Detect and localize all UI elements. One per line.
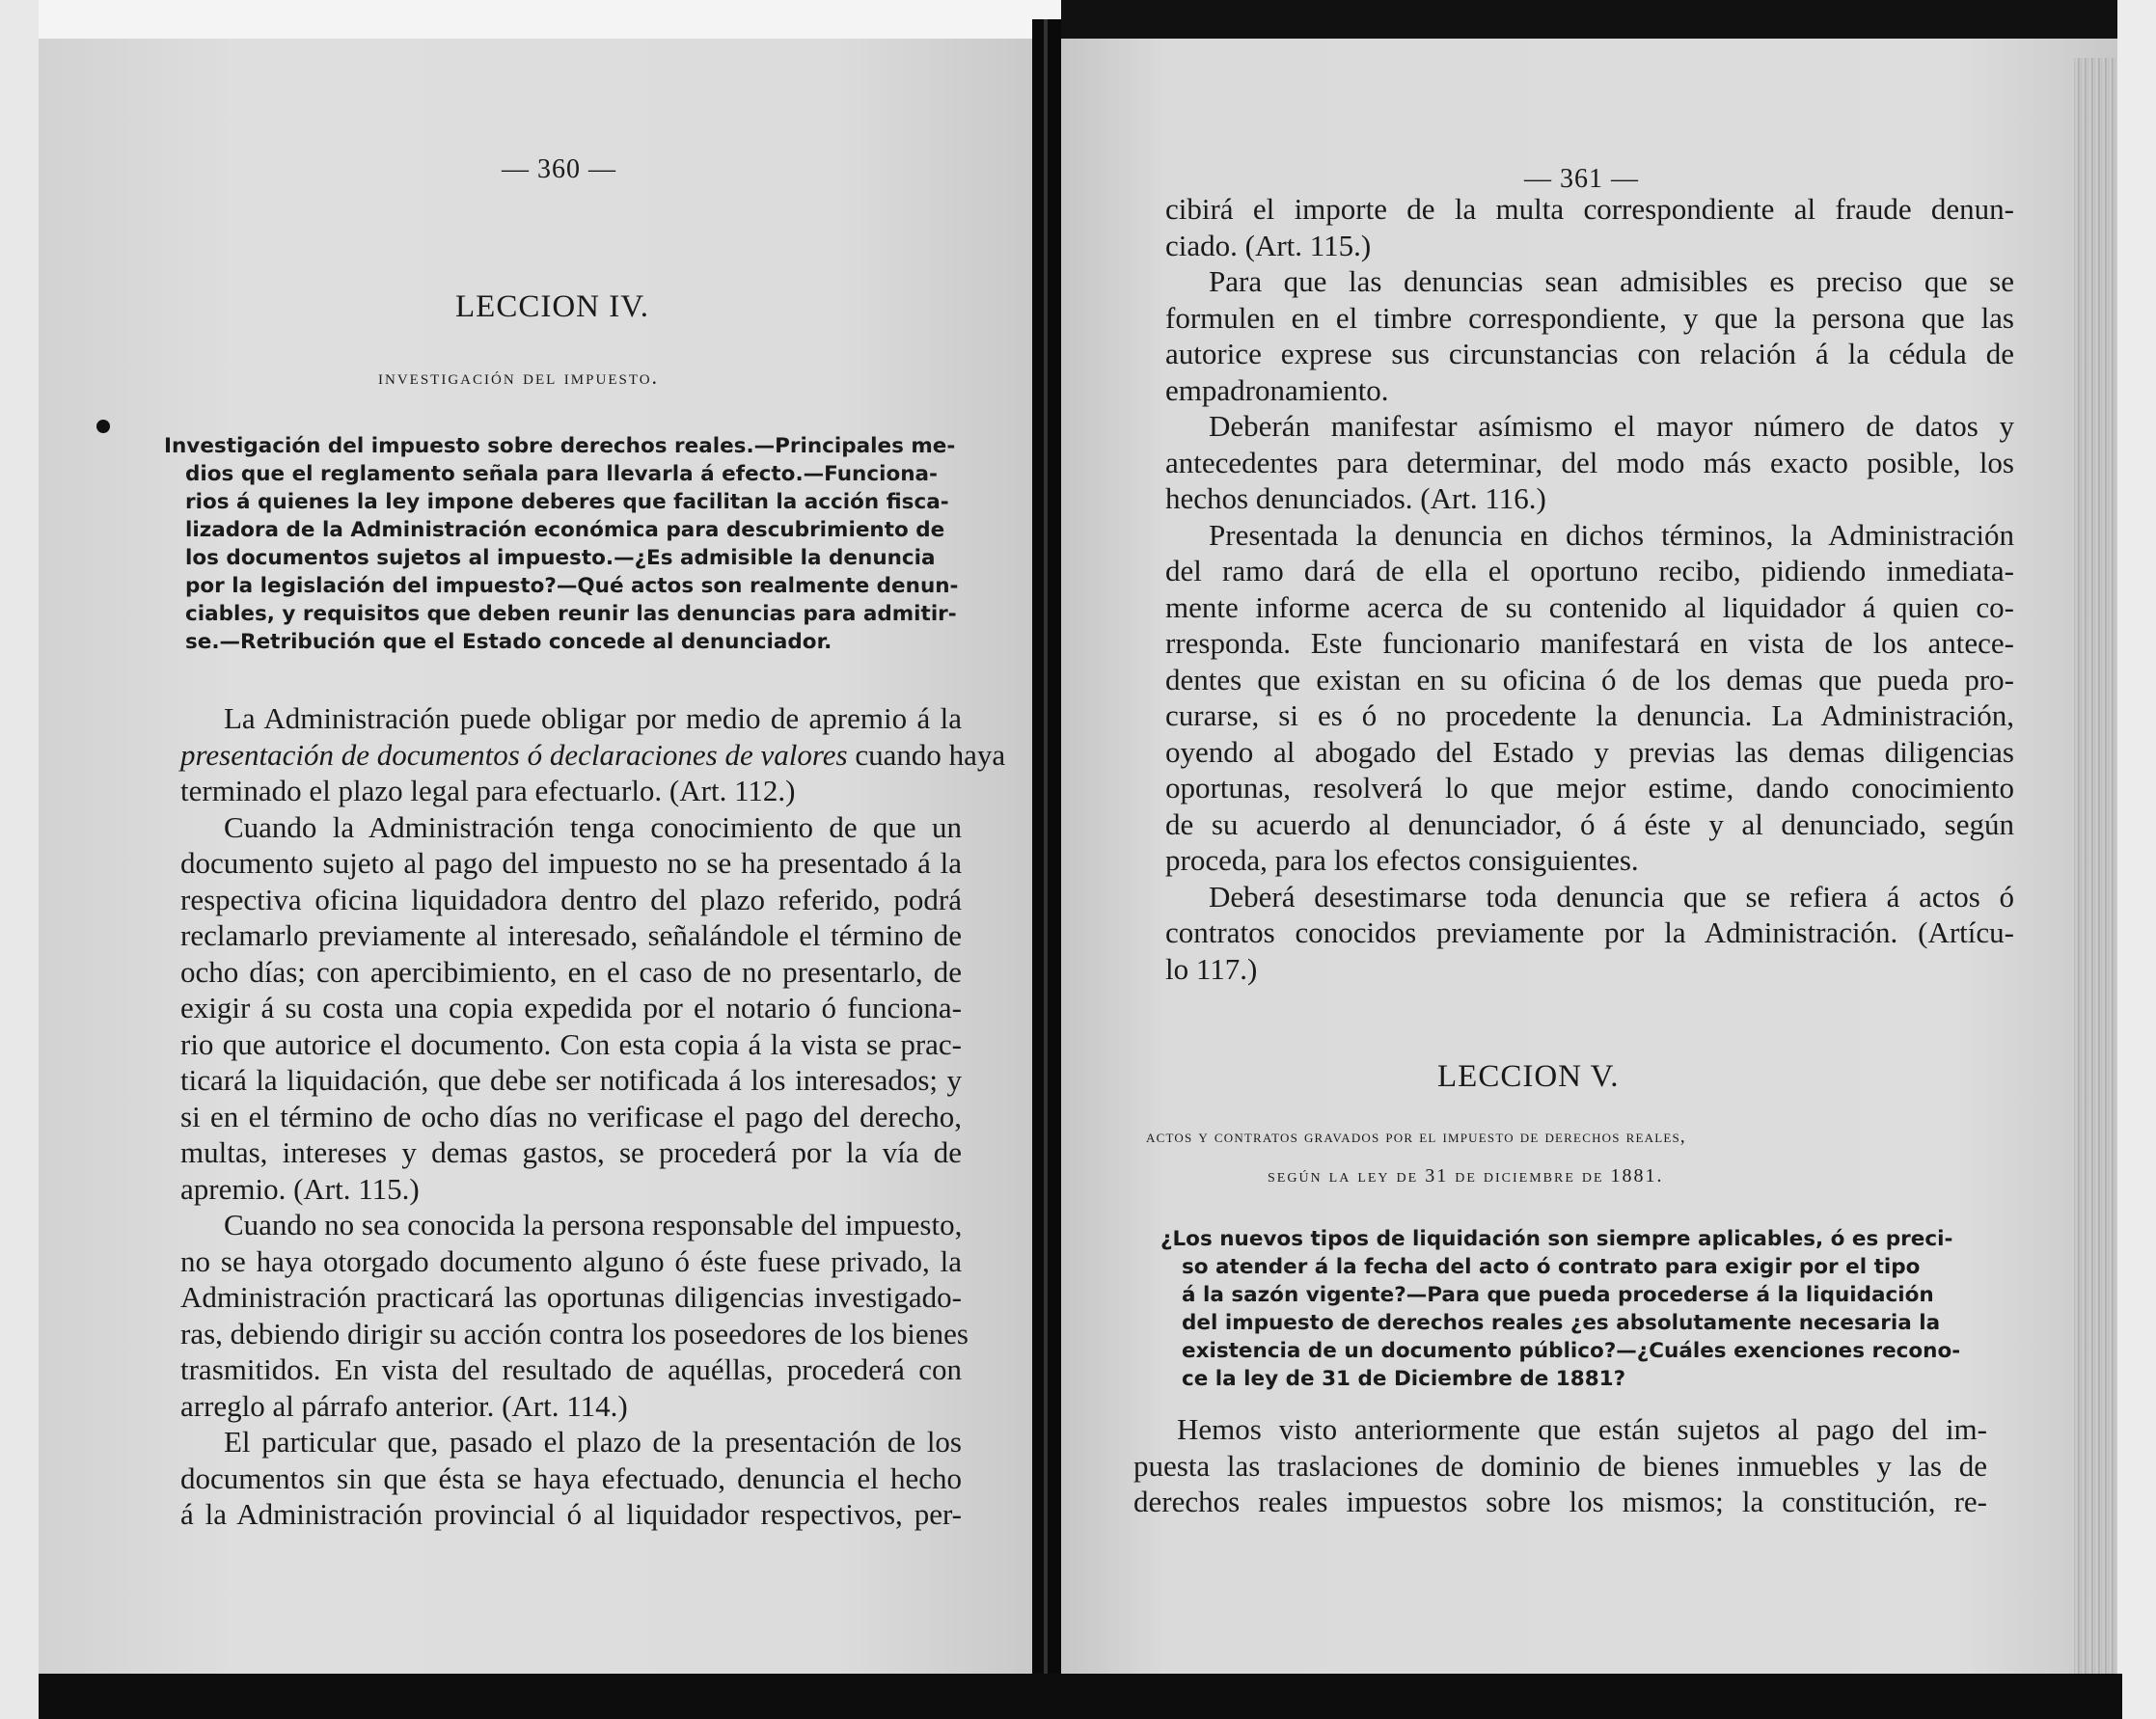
text-line: lo 117.) [1165, 951, 1258, 986]
text-line: rio que autorice el documento. Con esta copia á la vista se prac- [180, 1026, 962, 1061]
italic-emphasis: presentación de documentos ó declaraciones de valores [180, 737, 848, 772]
text-line: La Administración puede obligar por medio de apremio á la [224, 701, 962, 735]
text-line: rresponda. Este funcionario manifestará en vista de los antece- [1165, 626, 2014, 660]
page-number-right: — 361 — [1524, 164, 1639, 194]
summary-line: del impuesto de derechos reales ¿es absolutamente necesaria la [1182, 1311, 1941, 1335]
lesson-title-iv: LECCION IV. [455, 289, 650, 324]
text-line: puesta las traslaciones de dominio de bienes inmuebles y las de [1133, 1448, 1987, 1483]
lesson-title-v: LECCION V. [1437, 1059, 1620, 1094]
summary-line: los documentos sujetos al impuesto.—¿Es admisible la denuncia [185, 546, 936, 570]
book-gutter [1032, 19, 1061, 1674]
text-line: ticará la liquidación, que debe ser notificada á los interesados; y [180, 1063, 962, 1097]
text-line: oyendo al abogado del Estado y previas las demas diligencias [1165, 734, 2014, 769]
text-line: dentes que existan en su oficina ó de los demas que pueda pro- [1165, 662, 2014, 696]
section-title-actos-line1: actos y contratos gravados por el impuesto de derechos reales, [1146, 1127, 1686, 1147]
text-line: apremio. (Art. 115.) [180, 1171, 420, 1206]
summary-line: ce la ley de 31 de Diciembre de 1881? [1182, 1367, 1626, 1391]
text-line: ciado. (Art. 115.) [1165, 228, 1372, 262]
summary-line: ciables, y requisitos que deben reunir las denuncias para admitir- [185, 602, 957, 626]
text-line: Deberá desestimarse toda denuncia que se refiera á actos ó [1209, 879, 2014, 914]
text-line: Cuando la Administración tenga conocimiento de que un [224, 809, 962, 844]
right-page [1061, 39, 2117, 1674]
text-line: Para que las denuncias sean admisibles es preciso que se [1209, 264, 2014, 298]
text-line: oportunas, resolverá lo que mejor estime, dando conocimiento [1165, 771, 2014, 805]
text-line: mente informe acerca de su contenido al liquidador á quien co- [1165, 589, 2014, 624]
section-title-investigacion: investigación del impuesto. [378, 365, 660, 389]
text-line: multas, intereses y demas gastos, se procederá por la vía de [180, 1135, 962, 1169]
text-line: Presentada la denuncia en dichos términos, la Administración [1209, 517, 2014, 552]
text-line: ras, debiendo dirigir su acción contra los poseedores de los bienes [180, 1316, 969, 1351]
text-line: proceda, para los efectos consiguientes. [1165, 843, 1639, 877]
text-line: empadronamiento. [1165, 372, 1389, 407]
page-number-left: — 360 — [502, 154, 616, 184]
summary-line: dios que el reglamento señala para llevarla á efecto.—Funciona- [185, 462, 938, 486]
page-stack-edges [2074, 58, 2117, 1674]
body-text-left [180, 700, 1006, 1533]
text-line: formulen en el timbre correspondiente, y que la persona que las [1165, 300, 2014, 335]
text-line: antecedentes para determinar, del modo más exacto posible, los [1165, 445, 2014, 479]
text-line: arreglo al párrafo anterior. (Art. 114.) [180, 1388, 628, 1423]
text-line: de su acuerdo al denunciador, ó á éste y al denunciado, según [1165, 806, 2014, 841]
left-page [39, 39, 1032, 1674]
text-line: trasmitidos. En vista del resultado de aquéllas, procederá con [180, 1352, 962, 1386]
summary-line: se.—Retribución que el Estado concede al denunciador. [185, 630, 832, 654]
lesson-summary-left [164, 432, 965, 656]
text-line: no se haya otorgado documento alguno ó éste fuese privado, la [180, 1243, 962, 1278]
text-line: del ramo dará de ella el oportuno recibo, pidiendo inmediata- [1165, 554, 2014, 587]
summary-line: lizadora de la Administración económica para descubrimiento de [185, 518, 945, 542]
scan-left-edge [0, 0, 39, 1719]
text-line: curarse, si es ó no procedente la denuncia. La Administración, [1165, 698, 2014, 732]
summary-line: existencia de un documento público?—¿Cuáles exenciones recono- [1182, 1339, 1961, 1363]
text-line: hechos denunciados. (Art. 116.) [1165, 481, 1546, 515]
text-line: autorice exprese sus circunstancias con relación á la cédula de [1165, 337, 2014, 370]
text-line: derechos reales impuestos sobre los mismos; la constitución, re- [1133, 1485, 1987, 1518]
text-line: exigir á su costa una copia expedida por el notario ó funciona- [180, 991, 962, 1024]
section-title-actos-line2: según la ley de 31 de diciembre de 1881. [1268, 1165, 1664, 1187]
scan-right-edge [2117, 0, 2156, 1719]
summary-line: ¿Los nuevos tipos de liquidación son siempre aplicables, ó es preci- [1160, 1227, 1953, 1251]
scan-top-edge [0, 0, 2156, 39]
text-line: á la Administración provincial ó al liquidador respectivos, per- [180, 1497, 962, 1531]
summary-line: Investigación del impuesto sobre derechos reales.—Principales me- [164, 434, 956, 458]
ink-blot [96, 420, 110, 433]
summary-line: por la legislación del impuesto?—Qué actos son realmente denun- [185, 574, 959, 598]
text-line: documento sujeto al pago del impuesto no se ha presentado á la [180, 846, 962, 880]
text-line: cibirá el importe de la multa correspondiente al fraude denun- [1165, 192, 2014, 226]
summary-line: so atender á la fecha del acto ó contrato para exigir por el tipo [1182, 1255, 1921, 1279]
text-line: si en el término de ocho días no verificase el pago del derecho, [180, 1099, 962, 1133]
lesson-summary-right [1160, 1225, 1980, 1393]
text-line: Cuando no sea conocida la persona responsable del impuesto, [224, 1208, 963, 1242]
text-line: terminado el plazo legal para efectuarlo. (Art. 112.) [180, 774, 796, 807]
text-line: El particular que, pasado el plazo de la presentación de los [224, 1425, 962, 1459]
text-line: Administración practicará las oportunas diligencias investigado- [180, 1280, 962, 1314]
scan-bottom-edge [39, 1674, 2122, 1719]
body-text-right-bottom [1133, 1411, 1987, 1520]
text-line: documentos sin que ésta se haya efectuado, denuncia el hecho [180, 1460, 962, 1495]
text-line: reclamarlo previamente al interesado, señalándole el término de [180, 918, 962, 952]
text-line: ocho días; con apercibimiento, en el caso de no presentarlo, de [180, 954, 962, 989]
body-text-right-top [1165, 191, 2014, 987]
summary-line: rios á quienes la ley impone deberes que facilitan la acción fisca- [185, 490, 949, 514]
text-line: Deberán manifestar asímismo el mayor número de datos y [1209, 409, 2014, 443]
text-line: Hemos visto anteriormente que están sujetos al pago del im- [1177, 1412, 1987, 1446]
text-line: respectiva oficina liquidadora dentro del plazo referido, podrá [180, 882, 962, 916]
text-line: contratos conocidos previamente por la Administración. (Artícu- [1165, 915, 2014, 949]
text-line: presentación de documentos ó declaraciones de valores cuando haya [180, 737, 1006, 772]
summary-line: á la sazón vigente?—Para que pueda procederse á la liquidación [1182, 1283, 1934, 1307]
